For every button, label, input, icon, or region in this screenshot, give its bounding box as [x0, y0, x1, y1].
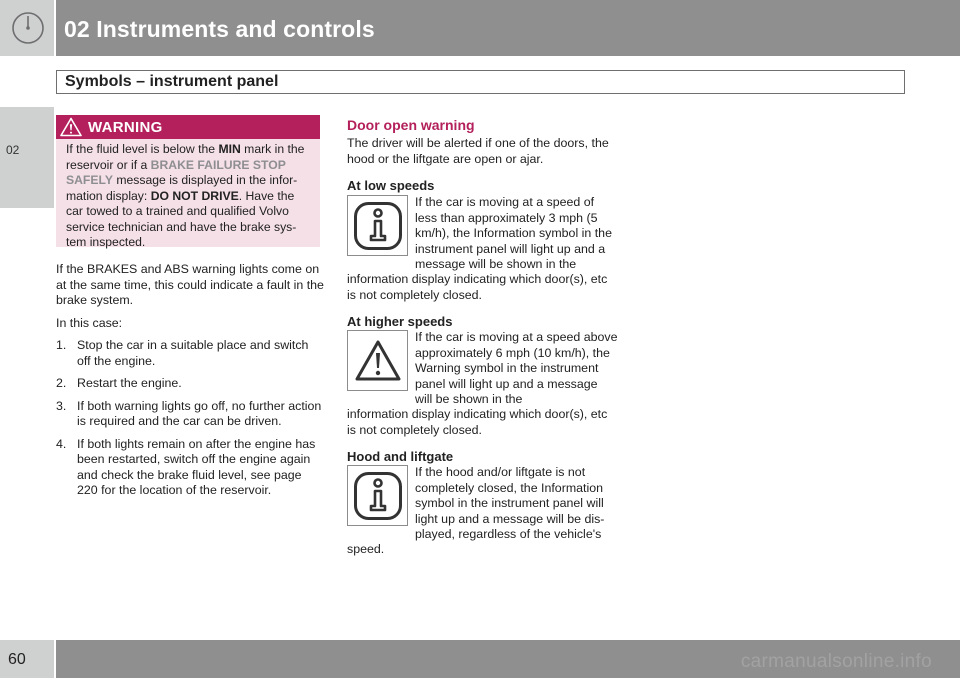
- in-this-case-label: In this case:: [56, 316, 123, 330]
- list-item: 3. If both warning lights go off, no further action is required and the car can be driven.: [56, 398, 322, 428]
- information-icon: [354, 472, 402, 520]
- warning-symbol-box: [347, 330, 408, 391]
- door-open-warning-heading: Door open warning: [347, 117, 475, 133]
- warning-icon: [354, 337, 402, 385]
- chapter-tab-label: 02: [6, 143, 20, 157]
- higher-speeds-text-continued: information display indicating which door(s), etc is not completely closed.: [347, 407, 608, 437]
- page-number: 60: [8, 651, 26, 668]
- list-item: 1. Stop the car in a suitable place and switch off the engine.: [56, 338, 309, 368]
- list-item: 4. If both lights remain on after the engine has been restarted, switch off the engine again and check the brake fluid level, see page 220 for the location of the reservoir.: [56, 436, 316, 497]
- header-icon-panel: [0, 0, 54, 56]
- chapter-title: 02 Instruments and controls: [64, 16, 375, 42]
- information-icon: [354, 202, 402, 250]
- brakes-abs-paragraph: If the BRAKES and ABS warning lights come on at the same time, this could indicate a fault in the brake system.: [56, 262, 324, 307]
- warning-header: [56, 115, 320, 139]
- hood-liftgate-text-continued: speed.: [347, 542, 385, 556]
- low-speeds-text: If the car is moving at a speed of less than approximately 3 mph (5 km/h), the Information symbol in the instrument panel will light up and a message will be shown in the: [415, 195, 612, 271]
- warning-text: If the fluid level is below the MIN mark in the reservoir or if a BRAKE FAILURE STOP SAFELY message is displayed in the infor-mation display: DO NOT DRIVE. Have the car towed to a trained and qualified Volvo service technician and have the brake sys-tem inspected.: [66, 142, 305, 249]
- warning-triangle-icon: [60, 117, 82, 137]
- low-speeds-text-continued: information display indicating which door(s), etc is not completely closed.: [347, 272, 608, 302]
- brake-failure-message: BRAKE FAILURE STOP SAFELY: [66, 157, 286, 187]
- warning-body: [56, 139, 320, 247]
- section-title: Symbols – instrument panel: [65, 73, 279, 90]
- door-intro-paragraph: The driver will be alerted if one of the doors, the hood or the liftgate are open or ajar.: [347, 136, 609, 166]
- low-speeds-heading: At low speeds: [347, 178, 435, 193]
- hood-liftgate-heading: Hood and liftgate: [347, 449, 454, 464]
- information-symbol-box: [347, 195, 408, 256]
- do-not-drive-message: DO NOT DRIVE: [150, 188, 239, 203]
- steps-list: [56, 338, 324, 506]
- section-header: [56, 70, 905, 94]
- information-symbol-box: [347, 465, 408, 526]
- list-item: 2. Restart the engine.: [56, 376, 182, 390]
- watermark-text: carmanualsonline.info: [740, 651, 932, 672]
- chapter-side-tab: [0, 107, 54, 208]
- higher-speeds-text: If the car is moving at a speed above approximately 6 mph (10 km/h), the Warning symbol in the instrument panel will light up and a message will be shown in the: [415, 330, 618, 406]
- min-label: MIN: [218, 142, 241, 156]
- hood-liftgate-text: If the hood and/or liftgate is not completely closed, the Information symbol in the instrument panel will light up and a message will be dis-played, regardless of the vehicle's: [415, 465, 605, 541]
- higher-speeds-heading: At higher speeds: [347, 314, 453, 329]
- warning-title: WARNING: [88, 119, 163, 136]
- gauge-icon: [10, 10, 46, 46]
